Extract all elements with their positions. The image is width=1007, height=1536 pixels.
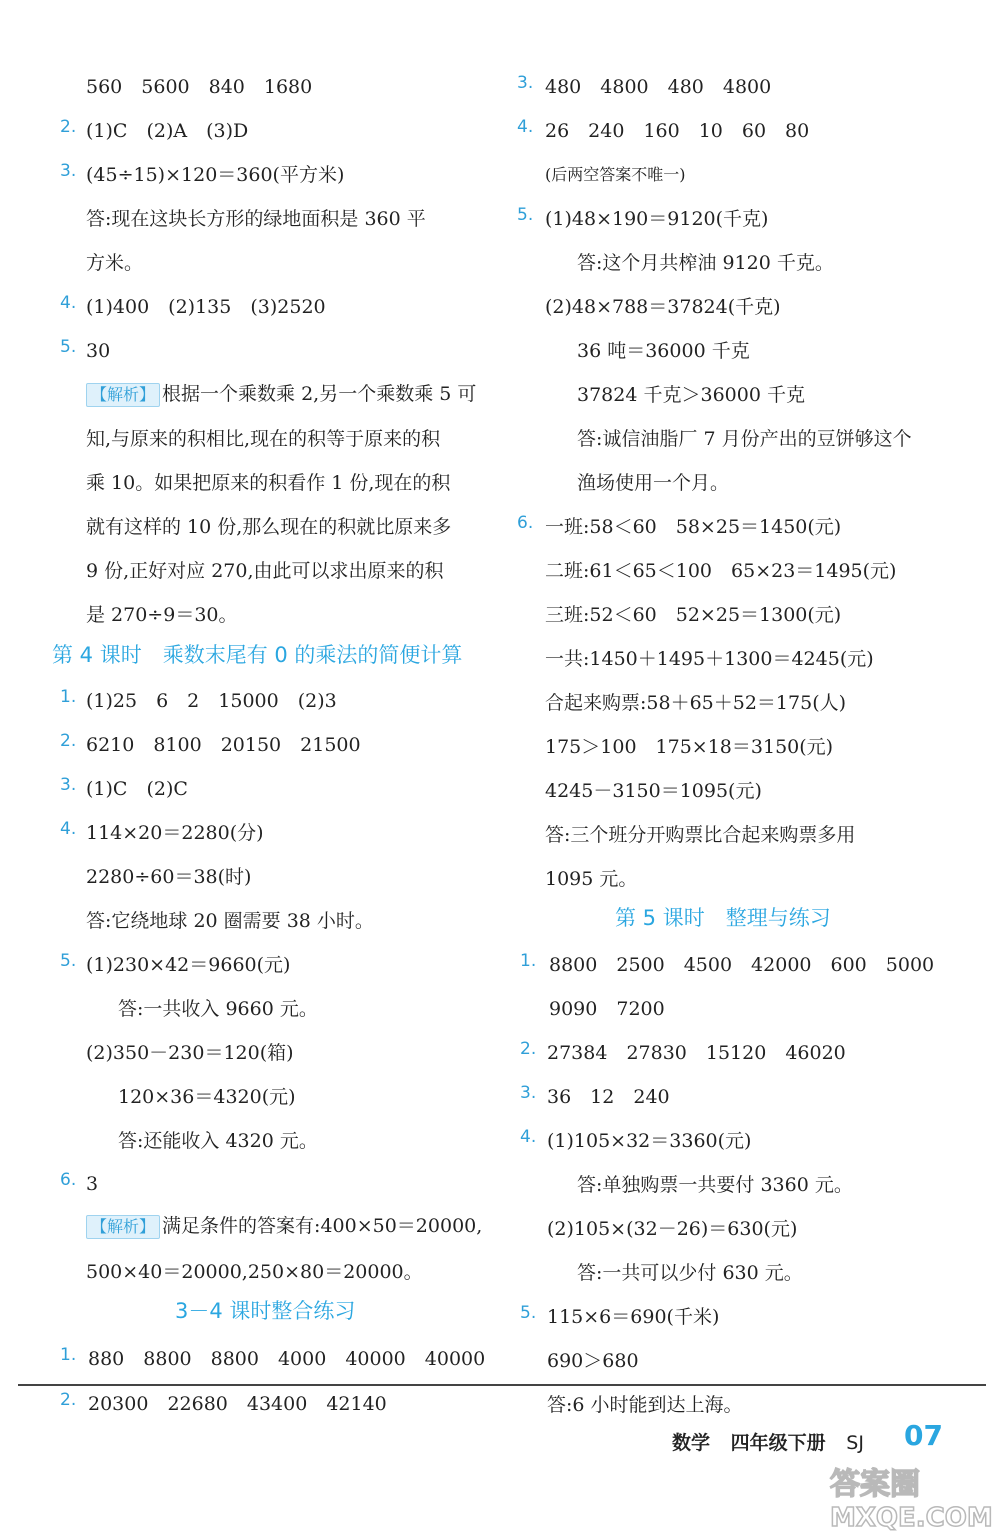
section-heading: 第 5 课时 整理与练习 xyxy=(615,906,831,930)
footer-grade: 四年级下册 xyxy=(730,1432,826,1454)
question-number: 5. xyxy=(60,337,77,357)
answer-line: 9090 7200 xyxy=(549,998,665,1020)
answer-line: 6210 8100 20150 21500 xyxy=(86,734,361,756)
analysis-text: 满足条件的答案有:400×50＝20000, xyxy=(162,1215,483,1237)
answer-line: (1)400 (2)135 (3)2520 xyxy=(86,296,326,318)
answer-line: 二班:61＜65＜100 65×23＝1495(元) xyxy=(545,560,897,582)
question-number: 5. xyxy=(520,1303,537,1323)
answer-line: 合起来购票:58＋65＋52＝175(人) xyxy=(545,692,847,714)
answer-line: 175＞100 175×18＝3150(元) xyxy=(545,736,834,758)
analysis-tag-label: 解析 xyxy=(107,1217,140,1236)
answer-line: 一班:58＜60 58×25＝1450(元) xyxy=(545,516,842,538)
analysis-tag-label: 解析 xyxy=(107,385,140,404)
answer-line: (1)230×42＝9660(元) xyxy=(86,954,291,976)
answer-line: 答:一共可以少付 630 元。 xyxy=(577,1262,803,1284)
answer-line: 答:三个班分开购票比合起来购票多用 xyxy=(545,824,856,846)
question-number: 3. xyxy=(60,161,77,181)
analysis-line: 500×40＝20000,250×80＝20000。 xyxy=(86,1261,423,1283)
question-number: 4. xyxy=(60,293,77,313)
analysis-line: 知,与原来的积相比,现在的积等于原来的积 xyxy=(86,428,441,450)
answer-line: 690＞680 xyxy=(547,1350,639,1372)
analysis-tag: 【解析】 xyxy=(86,383,160,407)
question-number: 2. xyxy=(60,1390,77,1410)
answer-line: 30 xyxy=(86,340,111,362)
answer-line: 37824 千克＞36000 千克 xyxy=(577,384,805,406)
page-footer xyxy=(672,1428,878,1455)
question-number: 2. xyxy=(60,117,77,137)
answer-line: (1)48×190＝9120(千克) xyxy=(545,208,769,230)
answer-line: (1)105×32＝3360(元) xyxy=(547,1130,752,1152)
watermark-logo xyxy=(820,1460,1000,1532)
answer-line: 36 12 240 xyxy=(547,1086,670,1108)
question-number: 2. xyxy=(520,1039,537,1059)
answer-line: (1)25 6 2 15000 (2)3 xyxy=(86,690,337,712)
answer-line: 26 240 160 10 60 80 xyxy=(545,120,810,142)
answer-line: 120×36＝4320(元) xyxy=(118,1086,296,1108)
answer-line: (1)C (2)A (3)D xyxy=(86,120,249,142)
answer-line: (2)350－230＝120(箱) xyxy=(86,1042,294,1064)
answer-line: 3 xyxy=(86,1173,99,1195)
answer-line: (2)48×788＝37824(千克) xyxy=(545,296,781,318)
question-number: 6. xyxy=(60,1170,77,1190)
analysis-line: 就有这样的 10 份,那么现在的积就比原来多 xyxy=(86,516,452,538)
question-number: 1. xyxy=(520,951,537,971)
answer-line: 560 5600 840 1680 xyxy=(86,76,313,98)
analysis-line: 乘 10。如果把原来的积看作 1 份,现在的积 xyxy=(86,472,451,494)
question-number: 1. xyxy=(60,687,77,707)
answer-line: 渔场使用一个月。 xyxy=(577,472,730,494)
answer-line: 115×6＝690(千米) xyxy=(547,1306,720,1328)
answer-line: 答:一共收入 9660 元。 xyxy=(118,998,318,1020)
answer-line: 答:诚信油脂厂 7 月份产出的豆饼够这个 xyxy=(577,428,912,450)
answer-note: (后两空答案不唯一) xyxy=(545,165,686,184)
question-number: 2. xyxy=(60,731,77,751)
question-number: 5. xyxy=(60,951,77,971)
answer-line: 1095 元。 xyxy=(545,868,638,890)
analysis-line: 9 份,正好对应 270,由此可以求出原来的积 xyxy=(86,560,444,582)
watermark-text-top: 答案圈 xyxy=(830,1467,920,1502)
question-number: 5. xyxy=(517,205,534,225)
answer-line: 三班:52＜60 52×25＝1300(元) xyxy=(545,604,842,626)
answer-line: 114×20＝2280(分) xyxy=(86,822,264,844)
analysis-text: 根据一个乘数乘 2,另一个乘数乘 5 可 xyxy=(162,383,477,405)
section-heading: 3－4 课时整合练习 xyxy=(175,1299,356,1323)
watermark-text-bottom: MXQE.COM xyxy=(830,1503,993,1532)
page-divider xyxy=(18,1384,986,1386)
answer-line: 答:它绕地球 20 圈需要 38 小时。 xyxy=(86,910,374,932)
answer-line: 4245－3150＝1095(元) xyxy=(545,780,762,802)
answer-line: 答:还能收入 4320 元。 xyxy=(118,1130,318,1152)
question-number: 3. xyxy=(60,775,77,795)
answer-line: 答:这个月共榨油 9120 千克。 xyxy=(577,252,834,274)
answer-line: 答:6 小时能到达上海。 xyxy=(547,1394,743,1416)
answer-line: 8800 2500 4500 42000 600 5000 xyxy=(549,954,935,976)
answer-line: (2)105×(32－26)＝630(元) xyxy=(547,1218,798,1240)
answer-line: 20300 22680 43400 42140 xyxy=(88,1393,387,1415)
question-number: 4. xyxy=(517,117,534,137)
answer-line: 答:现在这块长方形的绿地面积是 360 平 xyxy=(86,208,426,230)
question-number: 6. xyxy=(517,513,534,533)
question-number: 4. xyxy=(60,819,77,839)
answer-line: 480 4800 480 4800 xyxy=(545,76,772,98)
question-number: 3. xyxy=(517,73,534,93)
answer-line: 2280÷60＝38(时) xyxy=(86,866,252,888)
question-number: 3. xyxy=(520,1083,537,1103)
answer-line: (1)C (2)C xyxy=(86,778,188,800)
answer-line: 36 吨＝36000 千克 xyxy=(577,340,750,362)
analysis-line: 是 270÷9＝30。 xyxy=(86,604,238,626)
answer-line: 27384 27830 15120 46020 xyxy=(547,1042,846,1064)
question-number: 1. xyxy=(60,1345,77,1365)
footer-subject: 数学 xyxy=(672,1432,711,1454)
answer-line: 方米。 xyxy=(86,252,144,274)
analysis-line xyxy=(86,1214,482,1239)
answer-line: (45÷15)×120＝360(平方米) xyxy=(86,164,345,186)
analysis-tag: 【解析】 xyxy=(86,1215,160,1239)
answer-line: 一共:1450＋1495＋1300＝4245(元) xyxy=(545,648,874,670)
analysis-line xyxy=(86,382,476,407)
answer-line: 880 8800 8800 4000 40000 40000 xyxy=(88,1348,486,1370)
section-heading: 第 4 课时 乘数末尾有 0 的乘法的简便计算 xyxy=(52,643,463,667)
answer-line: 答:单独购票一共要付 3360 元。 xyxy=(577,1174,853,1196)
page-number: 07 xyxy=(904,1419,943,1452)
question-number: 4. xyxy=(520,1127,537,1147)
footer-edition: SJ xyxy=(846,1432,864,1454)
